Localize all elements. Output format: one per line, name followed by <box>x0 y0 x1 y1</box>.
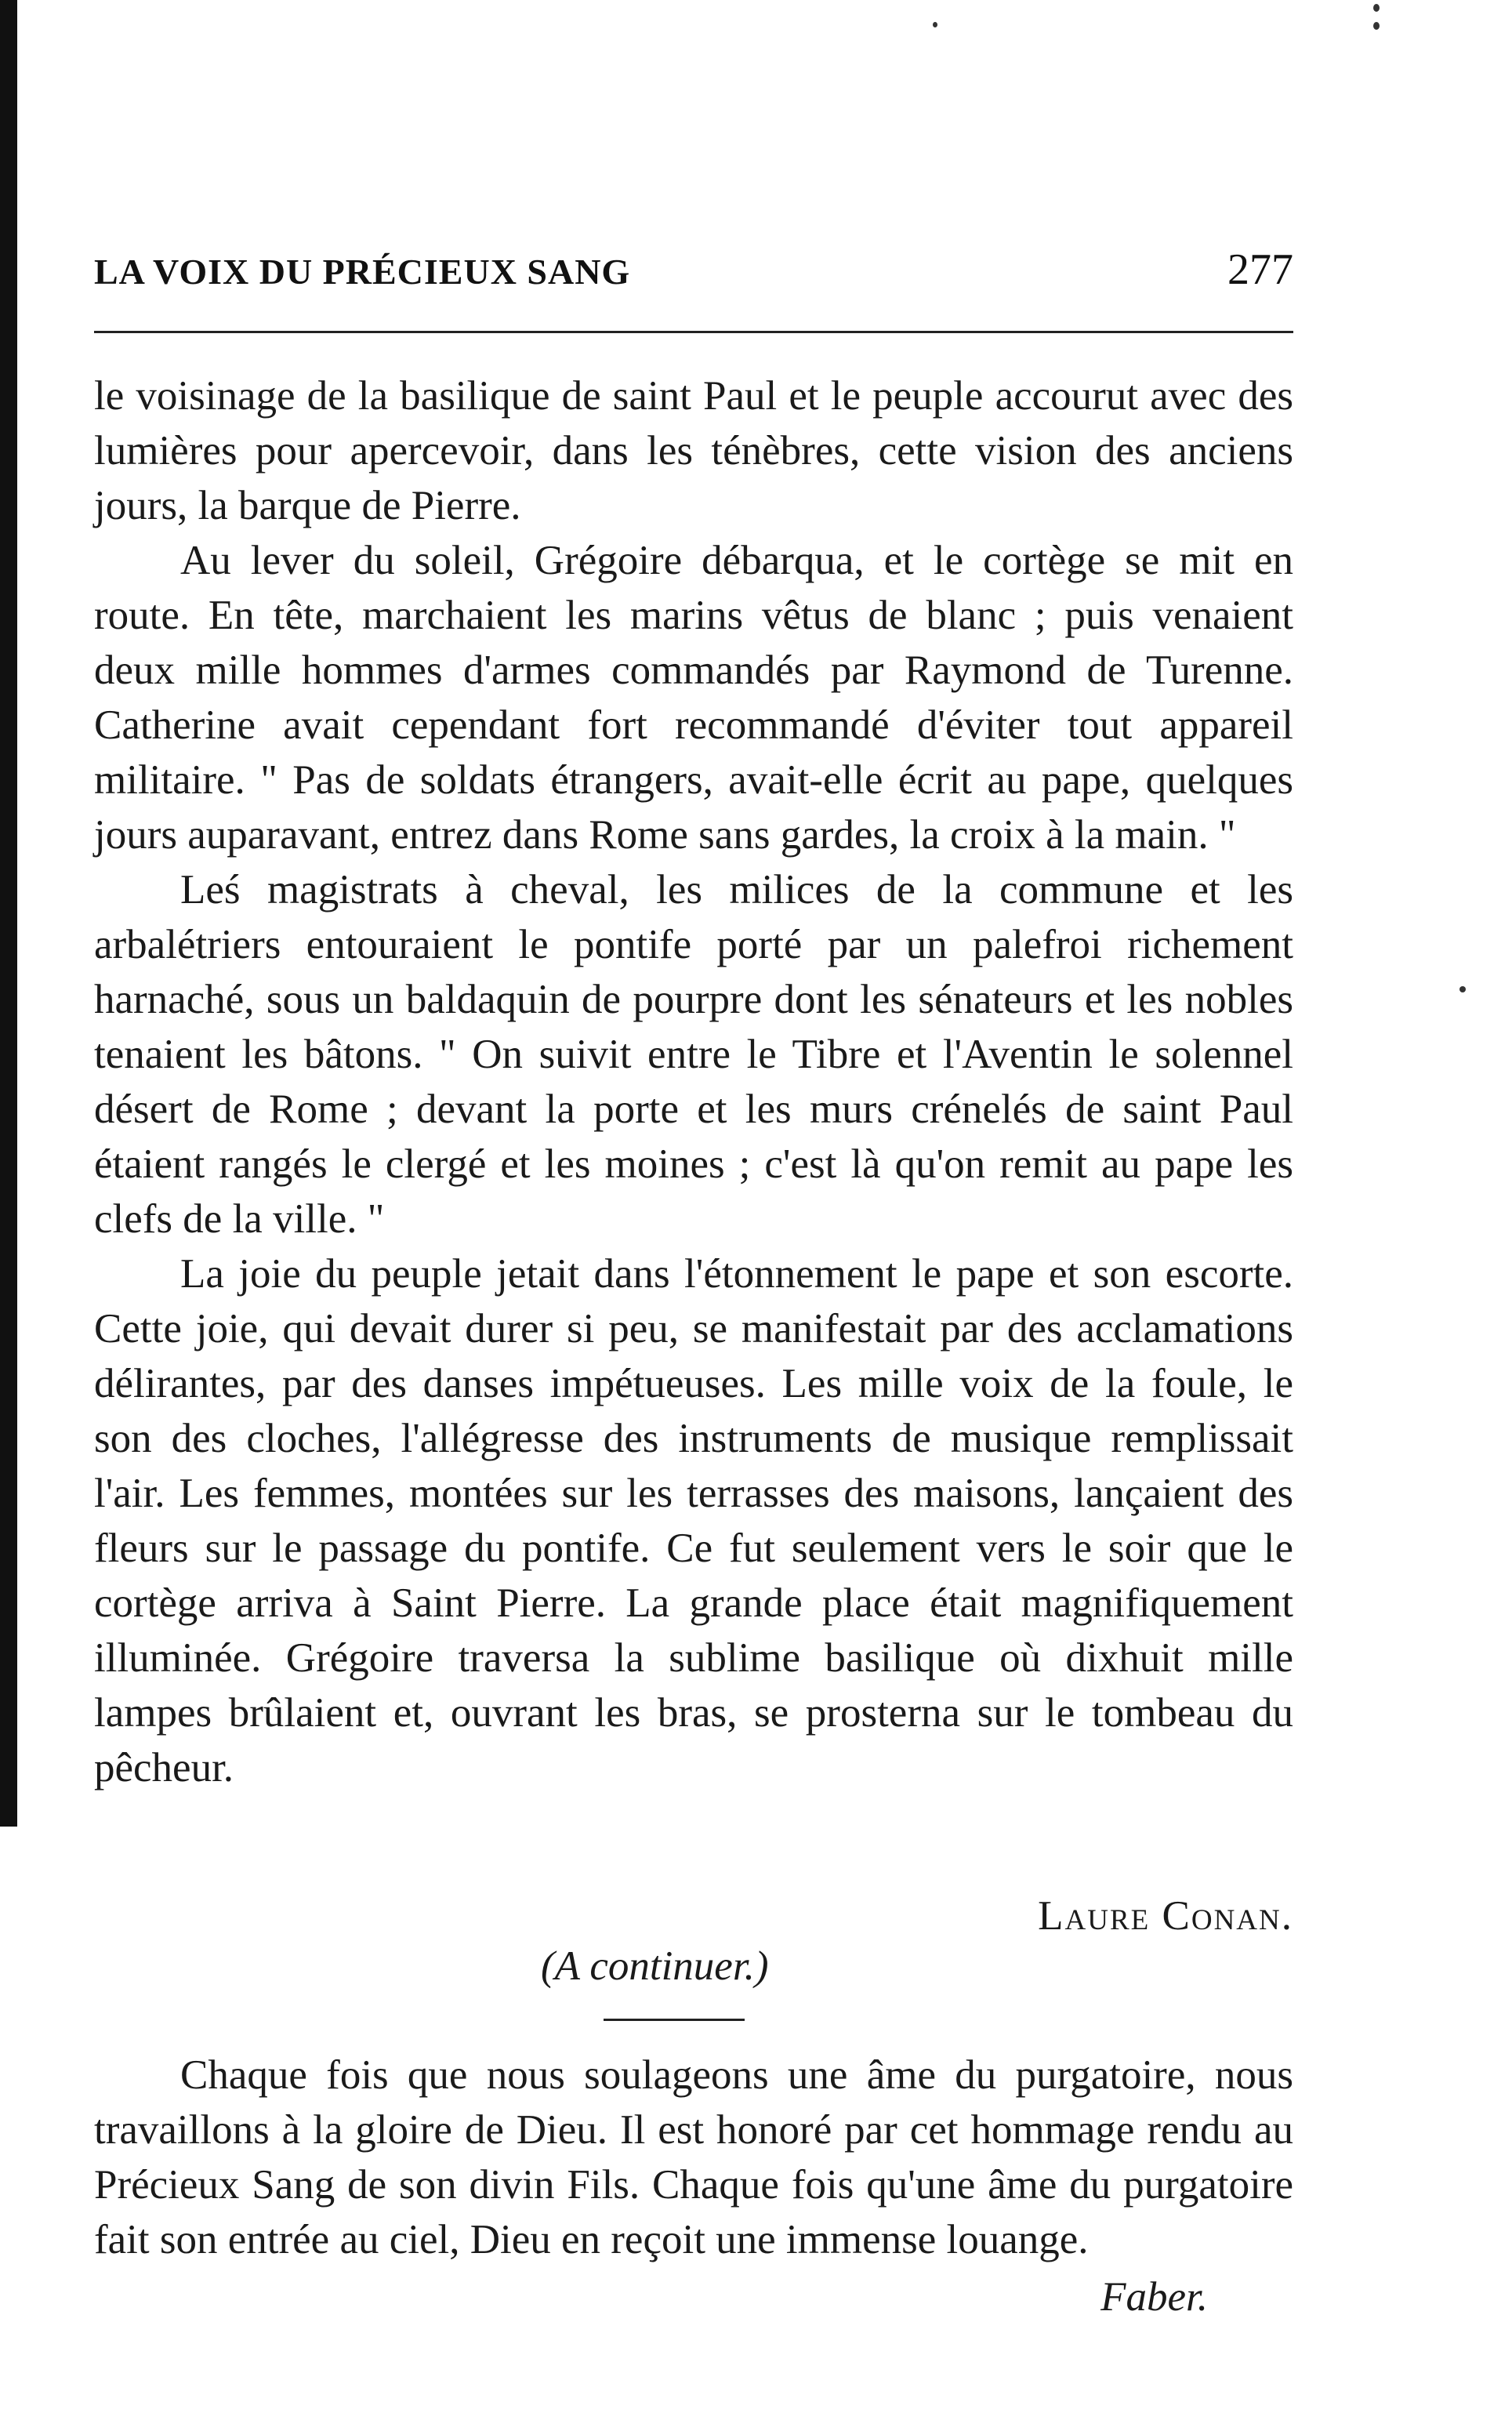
section-divider <box>604 2019 745 2021</box>
running-head <box>94 245 1293 307</box>
author-signature: Laure Conan. <box>1038 1893 1293 1939</box>
paragraph: le voisinage de la basilique de saint Paul et le peuple accourut avec des lumières pour apercevoir, dans les ténèbres, cette vision des anciens jours, la barque de Pierre. <box>94 373 1293 528</box>
paragraph: Leś magistrats à cheval, les milices de la commune et les arbalétriers entouraient le pontife porté par un palefroi richement harnaché, sous un baldaquin de pourpre dont les sénateurs et les nobles tenaient les bâtons. " On suivit entre le Tibre et l'Aventin le solennel désert de Rome ; devant la porte et les murs crénelés de saint Paul étaient rangés le clergé et les moines ; c'est là qu'on remit au pape les clefs de la ville. " <box>94 867 1293 1242</box>
article-body <box>94 368 1293 1795</box>
running-title: LA VOIX DU PRÉCIEUX SANG <box>94 252 631 292</box>
print-speck <box>1373 4 1380 12</box>
header-rule <box>94 331 1293 333</box>
paragraph: La joie du peuple jetait dans l'étonnement le pape et son escorte. Cette joie, qui devait durer si peu, se manifestait par des acclamations délirantes, par des danses impétueuses. Les mille voix de la foule, le son des cloches, l'allégresse des instruments de musique remplissait l'air. Les femmes, montées sur les terrasses des maisons, lançaient des fleurs sur le passage du pontife. Ce fut seulement vers le soir que le cortège arriva à Saint Pierre. La grande place était magnifiquement illuminée. Grégoire traversa la sublime basilique où dixhuit mille lampes brûlaient et, ouvrant les bras, se prosterna sur le tombeau du pêcheur. <box>94 1251 1293 1791</box>
quote-text: Chaque fois que nous soulageons une âme du purgatoire, nous travaillons à la gloire de Dieu. Il est honoré par cet hommage rendu au Précieux Sang de son divin Fils. Chaque fois qu'une âme du purgatoire fait son entrée au ciel, Dieu en reçoit une immense louange. <box>94 2052 1293 2262</box>
print-speck <box>1459 986 1466 992</box>
quote-attribution: Faber. <box>1100 2274 1208 2320</box>
page-number: 277 <box>1227 245 1293 294</box>
page-binding-edge <box>0 0 17 1827</box>
continuation-note: (A continuer.) <box>541 1943 769 1989</box>
closing-quote <box>94 2048 1293 2267</box>
paragraph: Au lever du soleil, Grégoire débarqua, et le cortège se mit en route. En tête, marchaient les marins vêtus de blanc ; puis venaient deux mille hommes d'armes commandés par Raymond de Turenne. Catherine avait cependant fort recommandé d'éviter tout appareil militaire. " Pas de soldats étrangers, avait-elle écrit au pape, quelques jours auparavant, entrez dans Rome sans gardes, la croix à la main. " <box>94 538 1293 858</box>
print-speck <box>933 22 937 27</box>
print-speck <box>1373 22 1380 30</box>
